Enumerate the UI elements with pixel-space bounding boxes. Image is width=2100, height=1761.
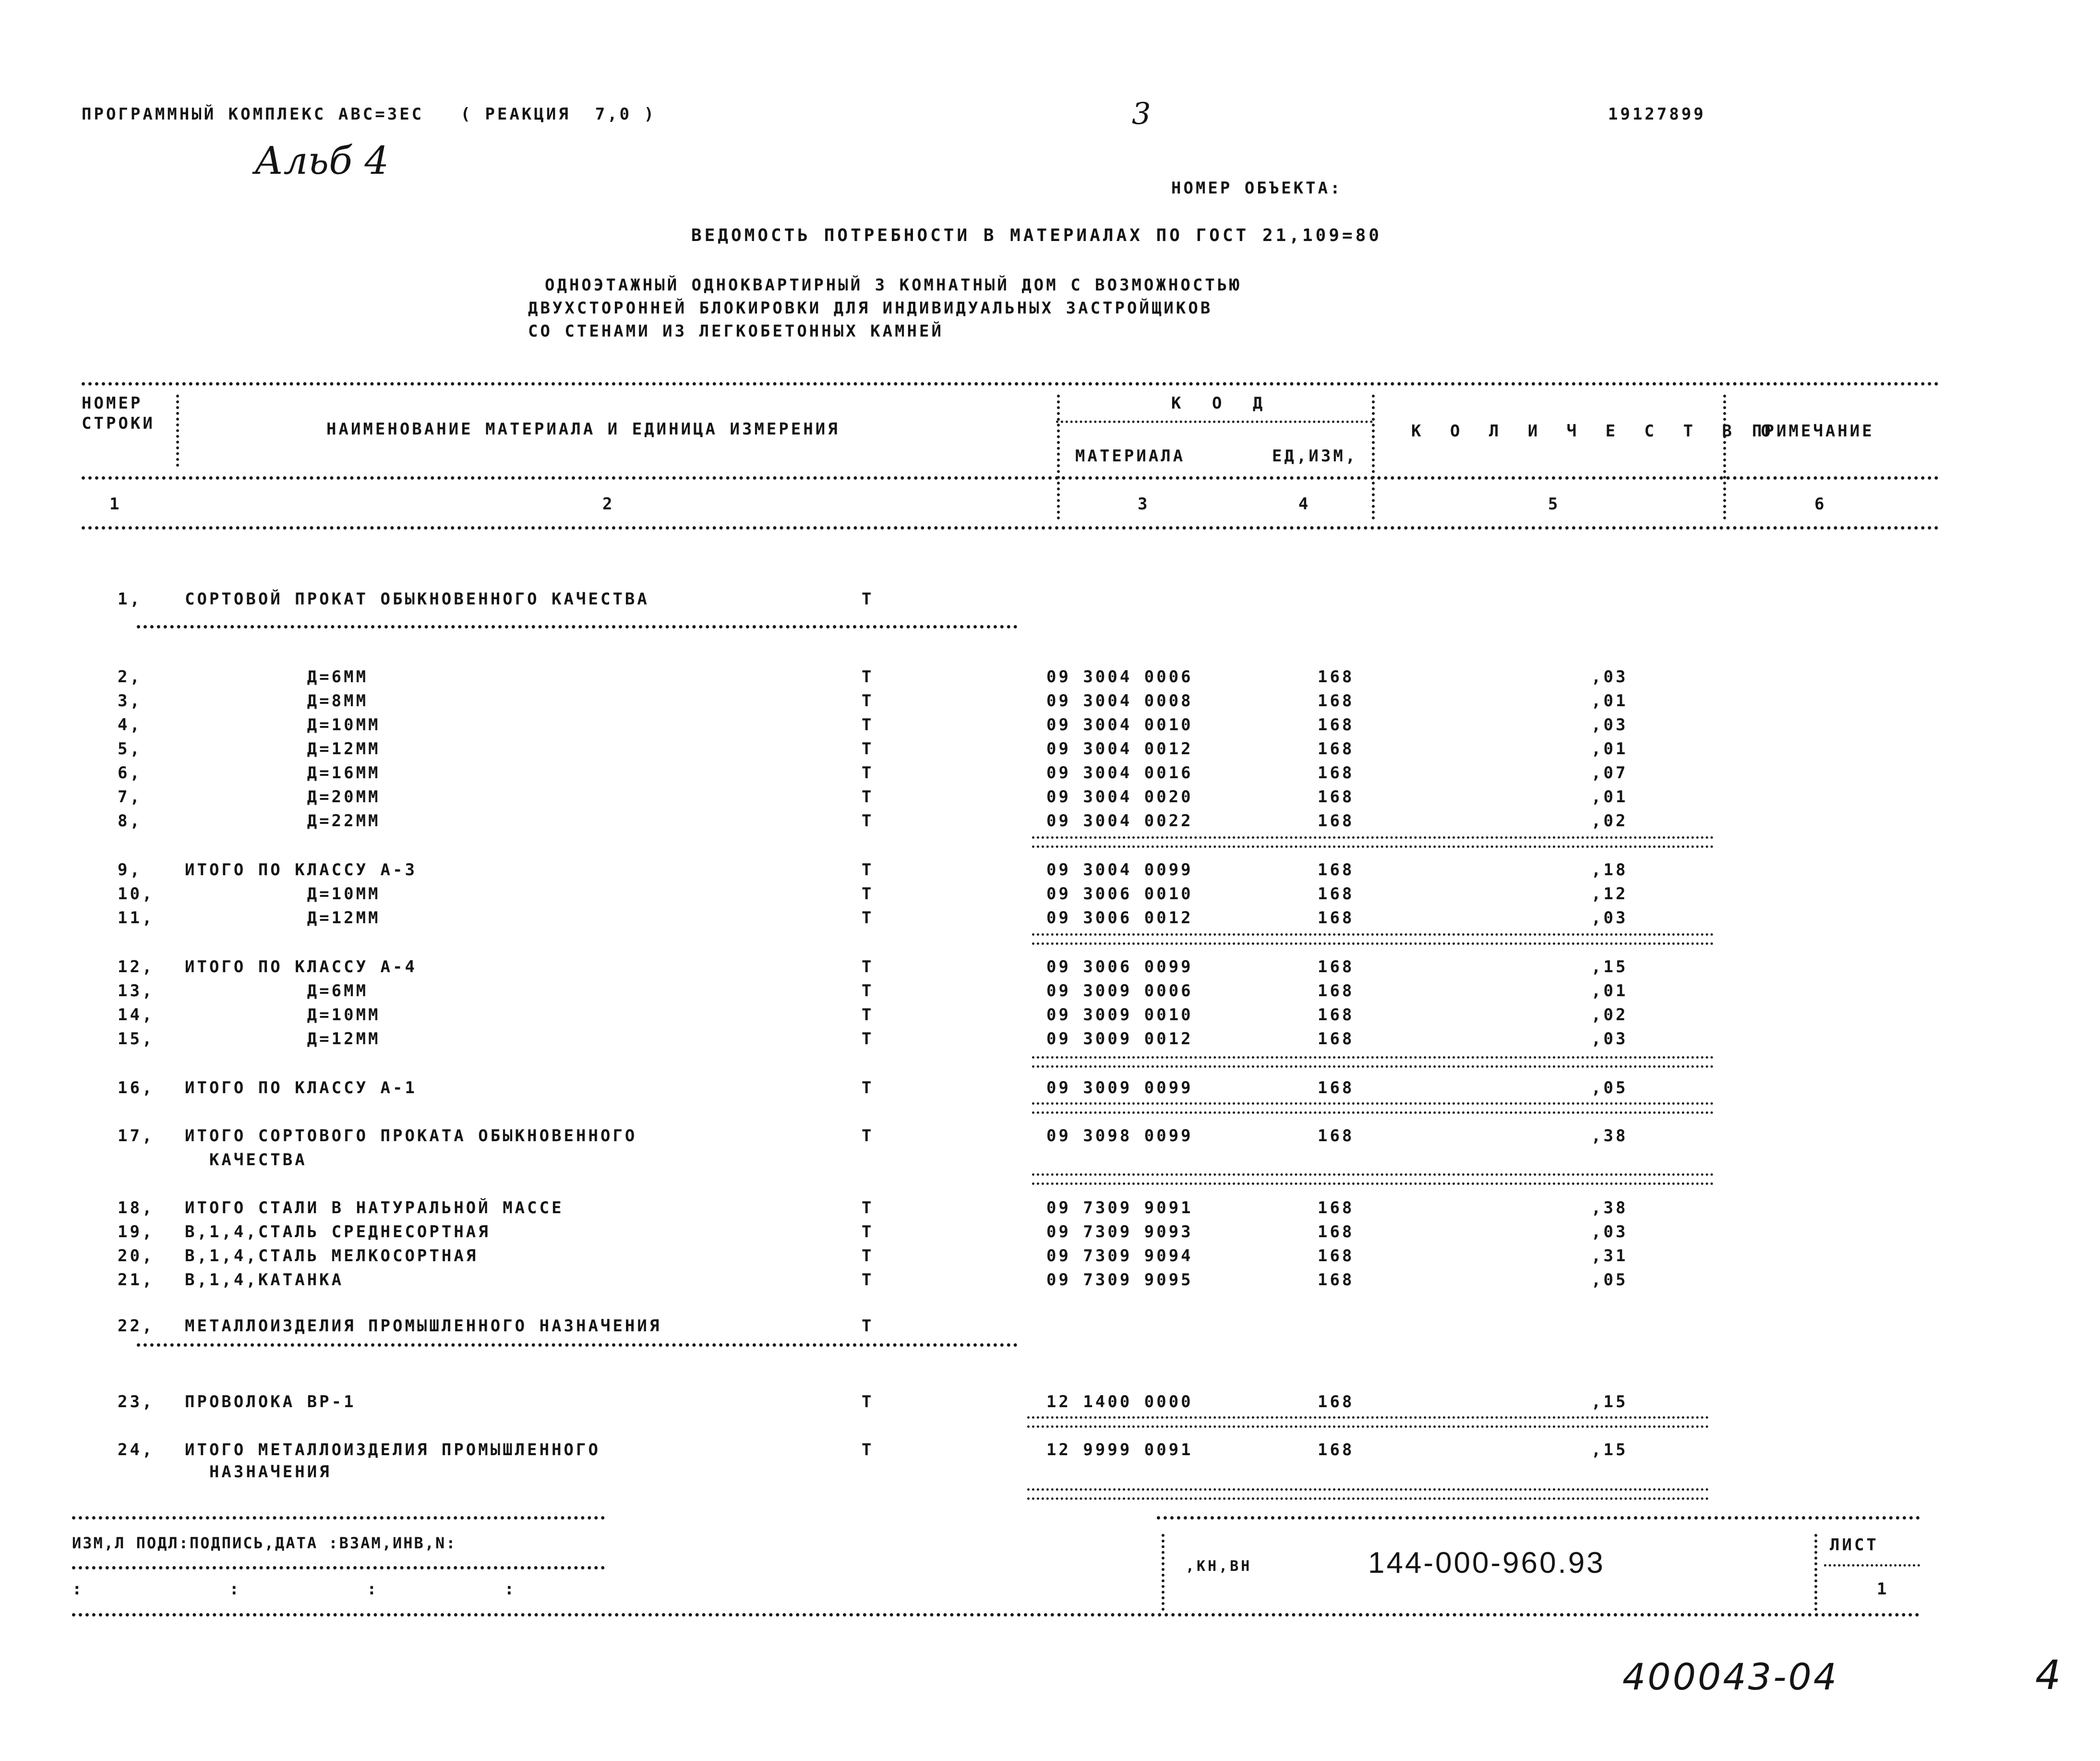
quantity: ,31: [1591, 1246, 1628, 1266]
material-name: Д=10ММ: [185, 884, 381, 904]
divider-col5: [1723, 395, 1729, 519]
unit-code: 168: [1318, 691, 1355, 711]
divider-col4: [1372, 395, 1378, 519]
unit: Т: [862, 763, 874, 783]
row-number: 22,: [118, 1316, 155, 1336]
document-number: 144-000-960.93: [1368, 1546, 1605, 1580]
unit: Т: [862, 715, 874, 735]
subtotal-rule-6: [1027, 1416, 1709, 1428]
row-number: 15,: [118, 1029, 155, 1049]
description-line-1: ОДНОЭТАЖНЫЙ ОДНОКВАРТИРНЫЙ 3 КОМНАТНЫЙ ДОМ С ВОЗМОЖНОСТЬЮ: [545, 276, 1242, 295]
row-number: 8,: [118, 811, 142, 831]
column-header-name: НАИМЕНОВАНИЕ МАТЕРИАЛА И ЕДИНИЦА ИЗМЕРЕНИЯ: [326, 420, 840, 439]
material-name: ИТОГО СТАЛИ В НАТУРАЛЬНОЙ МАССЕ: [185, 1198, 564, 1218]
quantity: ,03: [1591, 1222, 1628, 1242]
section-rule-2: [137, 1343, 1018, 1347]
unit: Т: [862, 787, 874, 807]
row-number: 2,: [118, 667, 142, 687]
quantity: ,03: [1591, 908, 1628, 928]
sheet-rule: [1824, 1564, 1920, 1567]
material-name: ИТОГО ПО КЛАССУ А-1: [185, 1078, 417, 1098]
material-name: СОРТОВОЙ ПРОКАТ ОБЫКНОВЕННОГО КАЧЕСТВА: [185, 590, 649, 609]
unit: Т: [862, 1198, 874, 1218]
material-name: Д=6ММ: [185, 667, 369, 687]
unit: Т: [862, 667, 874, 687]
unit: Т: [862, 1126, 874, 1146]
row-number: 4,: [118, 715, 142, 735]
unit-code: 168: [1318, 1078, 1355, 1098]
quantity: ,01: [1591, 981, 1628, 1001]
row-number: 20,: [118, 1246, 155, 1266]
row-number: 13,: [118, 981, 155, 1001]
quantity: ,18: [1591, 860, 1628, 880]
unit: Т: [862, 1005, 874, 1025]
archive-page-number: 4: [2035, 1652, 2061, 1699]
statement-title: ВЕДОМОСТЬ ПОТРЕБНОСТИ В МАТЕРИАЛАХ ПО ГОСТ 21,109=80: [691, 226, 1382, 245]
material-name: Д=16ММ: [185, 763, 381, 783]
unit: Т: [862, 590, 874, 609]
quantity: ,15: [1591, 957, 1628, 977]
material-code: 09 3009 0012: [1046, 1029, 1193, 1049]
unit: Т: [862, 981, 874, 1001]
header-bottom-rule: [82, 526, 1939, 530]
sheet-label: ЛИСТ: [1830, 1535, 1879, 1555]
title-block-top-rule: [1157, 1516, 1920, 1520]
code-split-rule: [1056, 421, 1373, 423]
unit: Т: [862, 1246, 874, 1266]
unit: Т: [862, 1270, 874, 1290]
material-name: ИТОГО МЕТАЛЛОИЗДЕЛИЯ ПРОМЫШЛЕННОГО: [185, 1440, 600, 1459]
material-code: 09 3009 0099: [1046, 1078, 1193, 1098]
material-code: 09 7309 9095: [1046, 1270, 1193, 1290]
subtotal-rule-4: [1032, 1102, 1714, 1114]
header-mid-rule: [82, 476, 1939, 480]
row-number: 14,: [118, 1005, 155, 1025]
material-code: 09 7309 9091: [1046, 1198, 1193, 1218]
unit: Т: [862, 1029, 874, 1049]
material-name: В,1,4,КАТАНКА: [185, 1270, 344, 1290]
unit: Т: [862, 908, 874, 928]
column-number-4: 4: [1298, 495, 1311, 514]
unit: Т: [862, 860, 874, 880]
document-code: 19127899: [1608, 105, 1706, 124]
row-number: 18,: [118, 1198, 155, 1218]
material-name: КАЧЕСТВА: [185, 1150, 307, 1170]
quantity: ,38: [1591, 1198, 1628, 1218]
material-name: Д=6ММ: [185, 981, 369, 1001]
row-number: 24,: [118, 1440, 155, 1459]
unit-code: 168: [1318, 1270, 1355, 1290]
unit: Т: [862, 739, 874, 759]
stamp-header: ИЗМ,Л ПОДЛ:ПОДПИСЬ,ДАТА :ВЗАМ,ИНВ,N:: [72, 1534, 457, 1552]
divider-col1: [176, 395, 182, 467]
quantity: ,03: [1591, 1029, 1628, 1049]
stamp-label: ,КН,ВН: [1186, 1558, 1252, 1575]
material-code: 09 3004 0016: [1046, 763, 1193, 783]
quantity: ,05: [1591, 1078, 1628, 1098]
subtotal-rule-3: [1032, 1056, 1714, 1068]
object-number-label: НОМЕР ОБЪЕКТА:: [1171, 179, 1343, 198]
material-code: 09 3009 0006: [1046, 981, 1193, 1001]
unit-code: 168: [1318, 763, 1355, 783]
stamp-top-rule: [72, 1516, 605, 1520]
quantity: ,15: [1591, 1392, 1628, 1411]
column-number-3: 3: [1138, 495, 1150, 514]
material-code: 09 7309 9093: [1046, 1222, 1193, 1242]
material-name: Д=12ММ: [185, 1029, 381, 1049]
unit-code: 168: [1318, 1126, 1355, 1146]
quantity: ,07: [1591, 763, 1628, 783]
material-code: 09 7309 9094: [1046, 1246, 1193, 1266]
row-number: 1,: [118, 590, 142, 609]
row-number: 16,: [118, 1078, 155, 1098]
material-code: 09 3006 0012: [1046, 908, 1193, 928]
material-name: ИТОГО СОРТОВОГО ПРОКАТА ОБЫКНОВЕННОГО: [185, 1126, 637, 1146]
material-name: Д=8ММ: [185, 691, 369, 711]
material-code: 09 3009 0010: [1046, 1005, 1193, 1025]
unit-code: 168: [1318, 1392, 1355, 1411]
material-name: Д=20ММ: [185, 787, 381, 807]
sheet-divider: [1814, 1534, 1820, 1611]
row-number: 23,: [118, 1392, 155, 1411]
material-code: 09 3004 0020: [1046, 787, 1193, 807]
row-number: 11,: [118, 908, 155, 928]
header-top-rule: [82, 382, 1939, 386]
unit-code: 168: [1318, 1198, 1355, 1218]
column-number-1: 1: [109, 495, 122, 514]
material-code: 09 3004 0012: [1046, 739, 1193, 759]
material-name: Д=12ММ: [185, 739, 381, 759]
material-code: 09 3004 0006: [1046, 667, 1193, 687]
quantity: ,12: [1591, 884, 1628, 904]
unit-code: 168: [1318, 1440, 1355, 1459]
sheet-number: 1: [1877, 1580, 1889, 1599]
subtotal-rule-1: [1032, 836, 1714, 848]
material-name: МЕТАЛЛОИЗДЕЛИЯ ПРОМЫШЛЕННОГО НАЗНАЧЕНИЯ: [185, 1316, 662, 1336]
quantity: ,03: [1591, 667, 1628, 687]
unit-code: 168: [1318, 715, 1355, 735]
material-name: НАЗНАЧЕНИЯ: [185, 1462, 332, 1482]
row-number: 10,: [118, 884, 155, 904]
footer-bottom-rule: [72, 1613, 1920, 1616]
unit: Т: [862, 811, 874, 831]
unit: Т: [862, 1392, 874, 1411]
page-number: 3: [1132, 96, 1151, 131]
row-number: 3,: [118, 691, 142, 711]
unit: Т: [862, 884, 874, 904]
material-name: Д=10ММ: [185, 1005, 381, 1025]
unit: Т: [862, 1316, 874, 1336]
material-code: 09 3006 0010: [1046, 884, 1193, 904]
column-header-row-number-1: НОМЕР: [82, 394, 143, 413]
unit-code: 168: [1318, 787, 1355, 807]
row-number: 7,: [118, 787, 142, 807]
column-number-2: 2: [602, 495, 615, 514]
program-title: ПРОГРАММНЫЙ КОМПЛЕКС АВС=3ЕС ( РЕАКЦИЯ 7,0 ): [82, 105, 657, 124]
column-header-quantity: К О Л И Ч Е С Т В О: [1411, 422, 1780, 441]
unit-code: 168: [1318, 667, 1355, 687]
quantity: ,02: [1591, 811, 1628, 831]
column-header-code-material: МАТЕРИАЛА: [1075, 446, 1186, 466]
quantity: ,01: [1591, 691, 1628, 711]
unit-code: 168: [1318, 957, 1355, 977]
subtotal-rule-2: [1032, 933, 1714, 945]
section-rule-1: [137, 625, 1018, 628]
description-line-2: ДВУХСТОРОННЕЙ БЛОКИРОВКИ ДЛЯ ИНДИВИДУАЛЬНЫХ ЗАСТРОЙЩИКОВ: [528, 299, 1213, 318]
unit-code: 168: [1318, 860, 1355, 880]
material-code: 09 3006 0099: [1046, 957, 1193, 977]
column-header-code: К О Д: [1171, 394, 1273, 413]
material-name: Д=10ММ: [185, 715, 381, 735]
row-number: 12,: [118, 957, 155, 977]
unit-code: 168: [1318, 981, 1355, 1001]
row-number: 6,: [118, 763, 142, 783]
stamp-mid-rule: [72, 1566, 605, 1569]
material-name: ИТОГО ПО КЛАССУ А-4: [185, 957, 417, 977]
subtotal-rule-7: [1027, 1488, 1709, 1500]
quantity: ,38: [1591, 1126, 1628, 1146]
row-number: 19,: [118, 1222, 155, 1242]
subtotal-rule-5: [1032, 1173, 1714, 1185]
row-number: 9,: [118, 860, 142, 880]
unit-code: 168: [1318, 1222, 1355, 1242]
unit-code: 168: [1318, 1246, 1355, 1266]
material-code: 09 3004 0008: [1046, 691, 1193, 711]
column-number-5: 5: [1548, 495, 1560, 514]
quantity: ,01: [1591, 787, 1628, 807]
handwritten-album-label: Альб 4: [254, 138, 389, 183]
quantity: ,01: [1591, 739, 1628, 759]
column-number-6: 6: [1814, 495, 1827, 514]
quantity: ,05: [1591, 1270, 1628, 1290]
unit: Т: [862, 957, 874, 977]
material-code: 09 3004 0022: [1046, 811, 1193, 831]
material-name: ПРОВОЛОКА ВР-1: [185, 1392, 356, 1411]
unit-code: 168: [1318, 811, 1355, 831]
material-name: Д=12ММ: [185, 908, 381, 928]
column-header-code-unit: ЕД,ИЗМ,: [1272, 446, 1358, 466]
material-name: ИТОГО ПО КЛАССУ А-3: [185, 860, 417, 880]
quantity: ,02: [1591, 1005, 1628, 1025]
unit-code: 168: [1318, 908, 1355, 928]
unit-code: 168: [1318, 1029, 1355, 1049]
unit-code: 168: [1318, 1005, 1355, 1025]
unit: Т: [862, 691, 874, 711]
material-code: 09 3004 0099: [1046, 860, 1193, 880]
quantity: ,15: [1591, 1440, 1628, 1459]
row-number: 21,: [118, 1270, 155, 1290]
material-name: В,1,4,СТАЛЬ СРЕДНЕСОРТНАЯ: [185, 1222, 491, 1242]
row-number: 5,: [118, 739, 142, 759]
material-code: 12 1400 0000: [1046, 1392, 1193, 1411]
unit: Т: [862, 1440, 874, 1459]
unit-code: 168: [1318, 884, 1355, 904]
material-code: 09 3004 0010: [1046, 715, 1193, 735]
material-name: Д=22ММ: [185, 811, 381, 831]
column-header-row-number-2: СТРОКИ: [82, 414, 155, 433]
archive-code: 400043-04: [1622, 1655, 1839, 1698]
description-line-3: СО СТЕНАМИ ИЗ ЛЕГКОБЕТОННЫХ КАМНЕЙ: [528, 322, 944, 341]
material-code: 09 3098 0099: [1046, 1126, 1193, 1146]
unit: Т: [862, 1078, 874, 1098]
column-header-note: ПРИМЕЧАНИЕ: [1752, 422, 1874, 441]
material-code: 12 9999 0091: [1046, 1440, 1193, 1459]
quantity: ,03: [1591, 715, 1628, 735]
row-number: 17,: [118, 1126, 155, 1146]
stamp-cells: : : : :: [72, 1580, 515, 1599]
divider-col2: [1057, 395, 1063, 519]
unit: Т: [862, 1222, 874, 1242]
title-block-left-divider: [1162, 1534, 1167, 1611]
material-name: В,1,4,СТАЛЬ МЕЛКОСОРТНАЯ: [185, 1246, 479, 1266]
unit-code: 168: [1318, 739, 1355, 759]
